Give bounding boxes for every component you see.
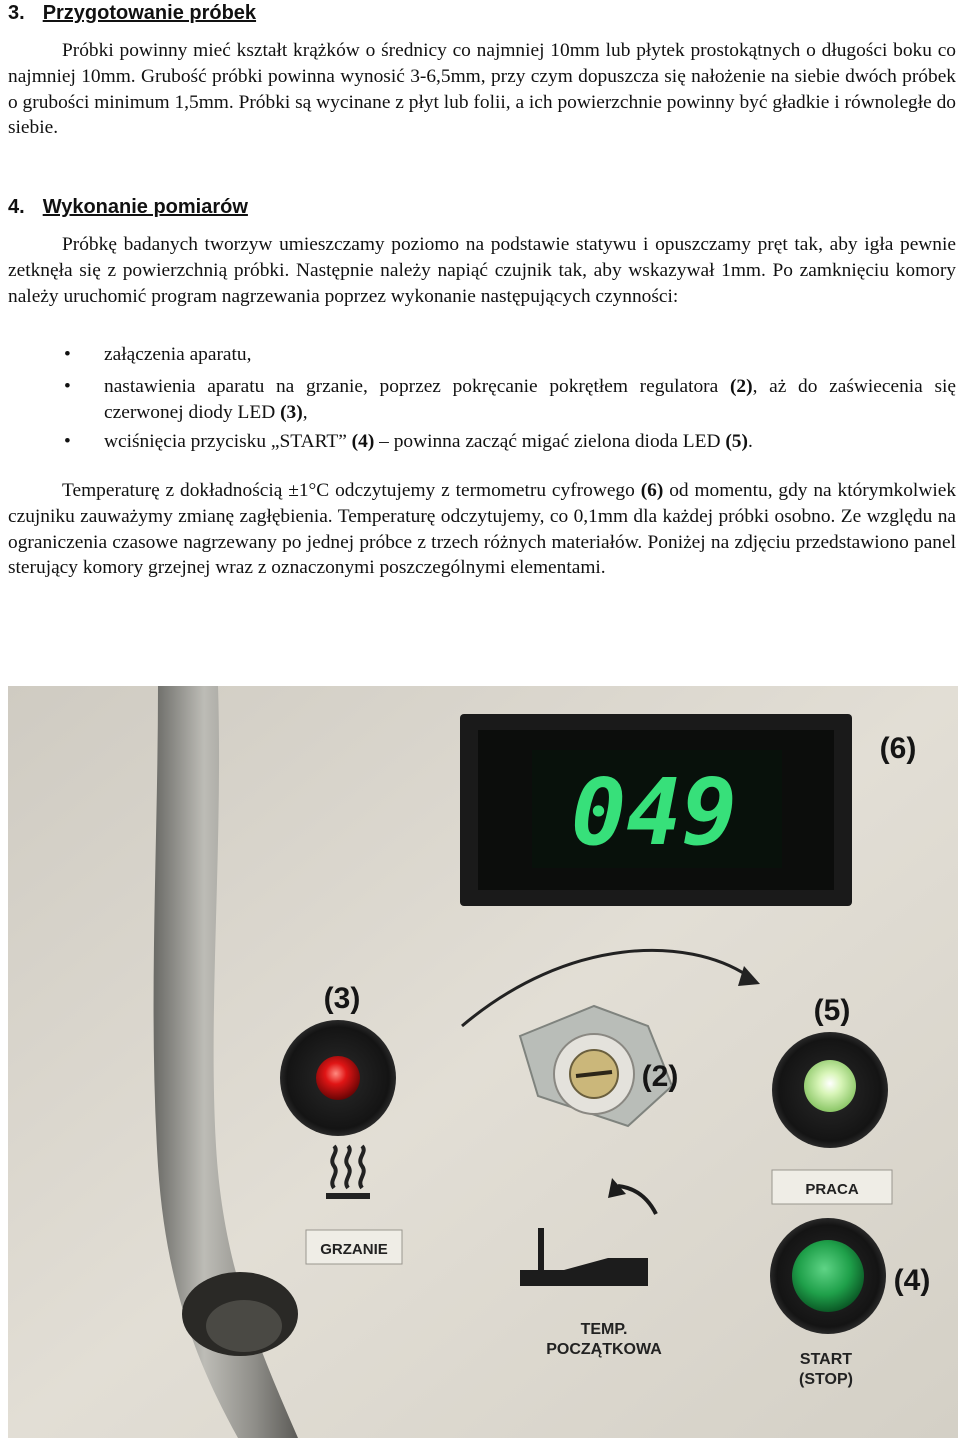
green-led — [804, 1060, 856, 1112]
section-4-text: Próbkę badanych tworzyw umieszczamy poziomo na podstawie statywu i opuszczamy pręt tak, aby igła pewnie zetknęła się z powierzchnią próbki. Następnie należy napiąć czujnik tak, aby wskazywał 1mm. Po zamknięciu komory należy uruchomić program nagrzewania poprzez wykonanie następujących czynności: — [8, 234, 956, 307]
section-3-paragraph — [8, 38, 956, 141]
list-item — [8, 429, 956, 455]
ref-red-led: (3) — [280, 401, 303, 423]
control-panel-photo — [8, 686, 958, 1438]
start-button[interactable] — [792, 1240, 864, 1312]
callout-6: (6) — [879, 732, 917, 765]
list-item-text: załączenia aparatu, — [104, 344, 252, 365]
list-item — [8, 374, 956, 426]
praca-label: PRACA — [805, 1181, 859, 1198]
digital-thermometer — [460, 714, 852, 906]
list-item-text-mid: , aż do zaświecenia się czerwonej diody LED — [104, 375, 956, 423]
temp-label-line2: POCZĄTKOWA — [546, 1341, 662, 1358]
section-3-title: Przygotowanie próbek — [42, 2, 257, 24]
callout-5: (5) — [813, 994, 851, 1027]
display-reading: 049 — [570, 759, 738, 866]
start-label-line2: (STOP) — [799, 1371, 853, 1388]
list-item-text-end: , — [302, 401, 308, 423]
section-3-heading — [8, 0, 256, 26]
list-item — [8, 342, 956, 368]
list-item-text: wciśnięcia przycisku „START” — [104, 431, 352, 453]
section-4-paragraph — [8, 232, 956, 309]
temperature-text: Temperaturę z dokładnością ±1°C odczytujemy z termometru cyfrowego — [62, 480, 641, 501]
ref-green-led: (5) — [725, 431, 748, 453]
ref-start-button: (4) — [351, 431, 375, 453]
list-item-text-mid: – powinna zacząć migać zielona dioda LED — [374, 431, 726, 453]
callout-3: (3) — [323, 982, 361, 1015]
bullet-marker: • — [64, 375, 71, 397]
section-4-heading — [8, 194, 248, 220]
callout-2: (2) — [641, 1060, 679, 1093]
bullet-marker: • — [64, 344, 71, 365]
ref-thermometer: (6) — [640, 480, 664, 501]
temperature-text-end: od momentu, gdy na którymkolwiek czujniku zauważymy zmianę zagłębienia. Temperaturę odczytujemy, co 0,1mm dla każdej próbki osobno. Ze względu na ograniczenia czasowe nagrzewany po jednej próbce z trzech różnych materiałów. Poniżej na zdjęciu przedstawiono panel sterujący komory grzejnej wraz z oznaczonymi poszczególnymi elementami. — [8, 480, 957, 579]
temperature-paragraph — [8, 478, 956, 581]
section-4-number: 4. — [8, 196, 25, 218]
callout-4: (4) — [893, 1264, 931, 1297]
start-label-line1: START — [799, 1351, 853, 1368]
section-3-number: 3. — [8, 2, 25, 24]
red-led — [316, 1056, 360, 1100]
list-item-text-end: . — [747, 431, 753, 453]
steps-list — [8, 342, 956, 455]
section-4-title: Wykonanie pomiarów — [42, 196, 248, 218]
temp-label-line1: TEMP. — [580, 1321, 628, 1338]
grzanie-label: GRZANIE — [320, 1241, 388, 1258]
ref-regulator-knob: (2) — [729, 375, 753, 397]
bullet-marker: • — [64, 431, 71, 453]
list-item-text: nastawienia aparatu na grzanie, poprzez pokręcanie pokrętłem regulatora — [104, 375, 730, 397]
section-3-text: Próbki powinny mieć kształt krążków o średnicy co najmniej 10mm lub płytek prostokątnych o długości boku co najmniej 10mm. Grubość próbki powinna wynosić 3-6,5mm, przy czym dopuszcza się nałożenie na siebie dwóch próbek o grubości minimum 1,5mm. Próbki są wycinane z płyt lub folii, a ich powierzchnie powinny być gładkie i równoległe do siebie. — [8, 40, 956, 139]
